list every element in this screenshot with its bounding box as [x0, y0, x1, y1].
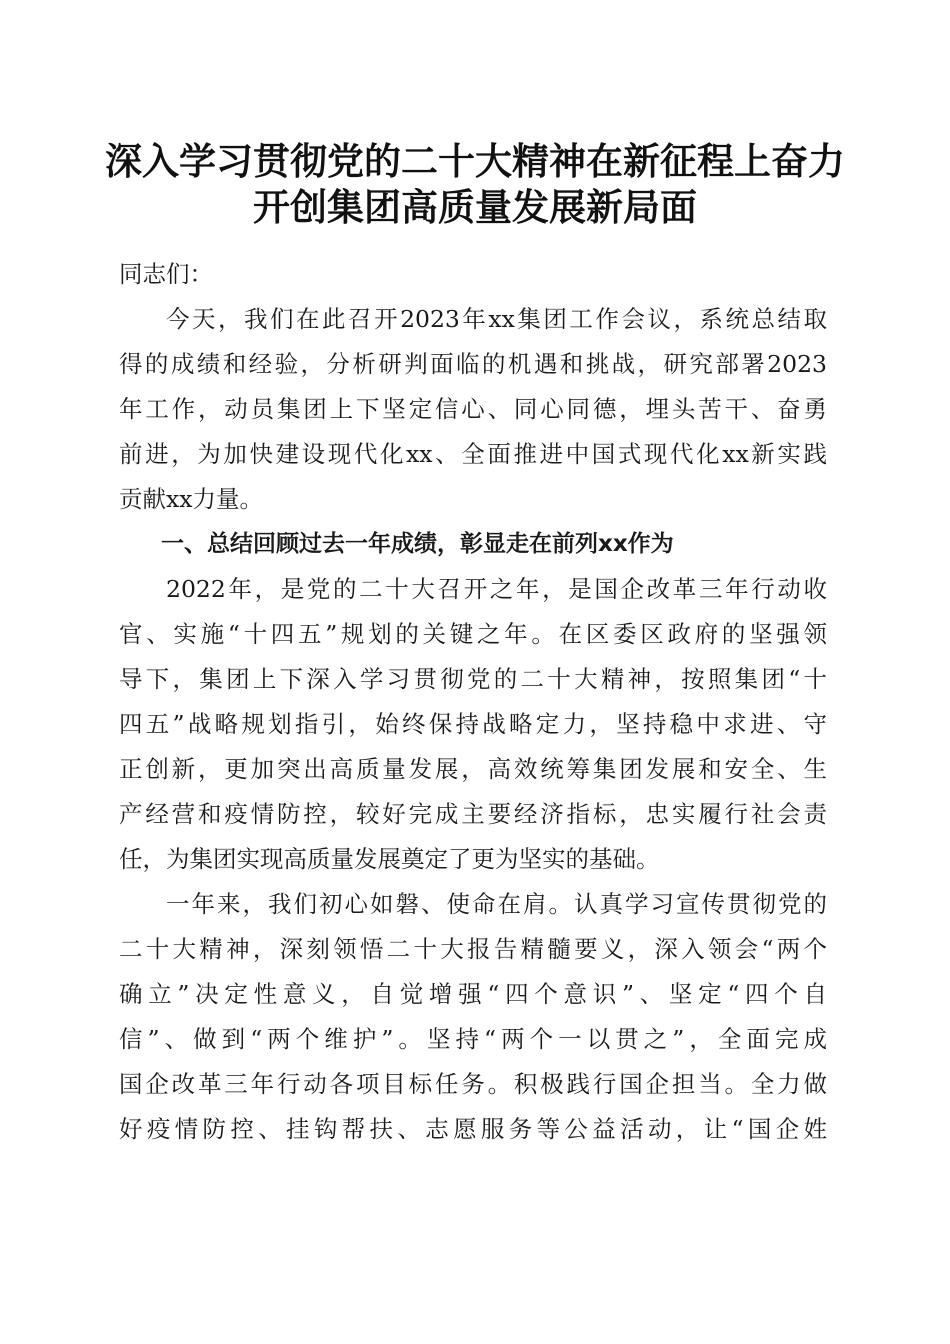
document-title [100, 138, 850, 230]
paragraph-mission [119, 882, 827, 1152]
paragraph-line: 2022年，是党的二十大召开之年，是国企改革三年行动收 [166, 575, 827, 603]
paragraph-line: 前进，为加快建设现代化xx、全面推进中国式现代化xx新实践 [119, 440, 827, 468]
paragraph-line: 官、实施“十四五”规划的关键之年。在区委区政府的坚强领 [119, 620, 827, 648]
paragraph-line: 年工作，动员集团上下坚定信心、同心同德，埋头苦干、奋勇 [119, 395, 827, 423]
paragraph-opening [119, 297, 827, 522]
paragraph-line: 今天，我们在此召开2023年xx集团工作会议，系统总结取 [166, 305, 827, 333]
title-line-1: 深入学习贯彻党的二十大精神在新征程上奋力 [105, 139, 845, 183]
paragraph-review [119, 567, 827, 882]
paragraph-line: 四五”战略规划指引，始终保持战略定力，坚持稳中求进、守 [119, 710, 827, 738]
paragraph-line: 得的成绩和经验，分析研判面临的机遇和挑战，研究部署2023 [119, 350, 827, 378]
paragraph-line: 信”、做到“两个维护”。坚持“两个一以贯之”，全面完成 [119, 1025, 827, 1053]
document-body [119, 252, 827, 1152]
paragraph-line: 好疫情防控、挂钩帮扶、志愿服务等公益活动，让“国企姓 [119, 1115, 827, 1143]
paragraph-line: 确立”决定性意义，自觉增强“四个意识”、坚定“四个自 [119, 980, 827, 1008]
paragraph-line: 任，为集团实现高质量发展奠定了更为坚实的基础。 [119, 845, 660, 873]
paragraph-line: 正创新，更加突出高质量发展，高效统筹集团发展和安全、生 [119, 755, 827, 783]
greeting: 同志们： [119, 260, 213, 288]
paragraph-line: 一年来，我们初心如磐、使命在肩。认真学习宣传贯彻党的 [166, 890, 827, 918]
paragraph-line: 国企改革三年行动各项目标任务。积极践行国企担当。全力做 [119, 1070, 827, 1098]
paragraph-line: 二十大精神，深刻领悟二十大报告精髓要义，深入领会“两个 [119, 935, 827, 963]
title-line-2: 开创集团高质量发展新局面 [253, 185, 697, 229]
paragraph-line: 产经营和疫情防控，较好完成主要经济指标，忠实履行社会责 [119, 800, 827, 828]
paragraph-line: 导下，集团上下深入学习贯彻党的二十大精神，按照集团“十 [119, 665, 827, 693]
paragraph-line: 贡献xx力量。 [119, 485, 264, 513]
section-heading: 一、总结回顾过去一年成绩，彰显走在前列xx作为 [161, 531, 674, 557]
